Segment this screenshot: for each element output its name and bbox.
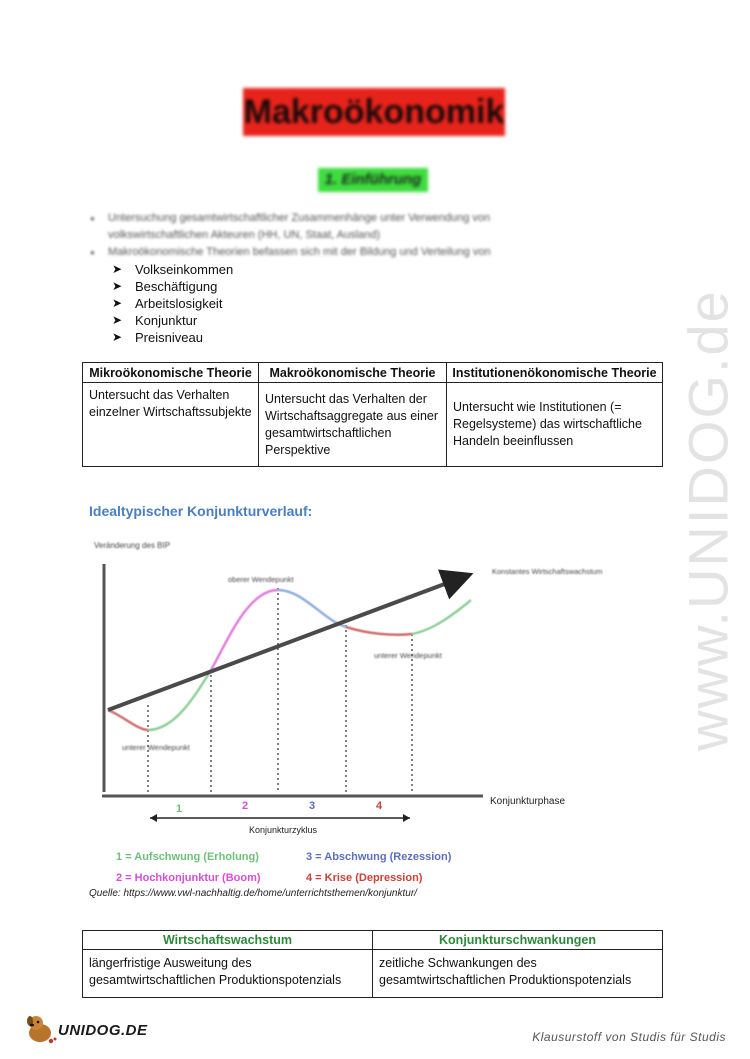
- page-title: Makroökonomik: [243, 88, 505, 136]
- arrow-bullet-icon: ➤: [112, 262, 123, 276]
- phase-label-2: 2: [241, 800, 249, 812]
- bullet-item: ● Makroökonomische Theorien befassen sich mit der Bildung und Verteilung von: [88, 244, 568, 261]
- theory-header-institutional: Institutionenökonomische Theorie: [447, 363, 663, 383]
- cycle-curve: [108, 590, 471, 730]
- legend-boom: 2 = Hochkonjunktur (Boom): [116, 872, 261, 884]
- arrow-list-item: [112, 312, 233, 329]
- curve-recovery: [412, 600, 471, 634]
- upper-turning-point-label: oberer Wendepunkt: [228, 575, 294, 584]
- theory-table: [82, 362, 663, 467]
- arrow-item-label: Beschäftigung: [135, 279, 218, 294]
- theory-header-micro: Mikroökonomische Theorie: [83, 363, 259, 383]
- trend-label: Konstantes Wirtschaftswachstum: [492, 567, 603, 576]
- arrow-list-item: [112, 295, 233, 312]
- phase-label-3: 3: [308, 800, 316, 812]
- growth-cell-fluctuations: zeitliche Schwankungen des gesamtwirtschaftlichen Produktionspotenzials: [373, 950, 663, 998]
- arrow-bullet-icon: ➤: [112, 330, 123, 344]
- lower-turning-point-label-left: unterer Wendepunkt: [122, 743, 190, 752]
- growth-cell-growth: längerfristige Ausweitung des gesamtwirtschaftlichen Produktionspotenzials: [83, 950, 373, 998]
- phase-label-1: 1: [175, 803, 183, 815]
- blurred-bullet-list: [88, 210, 568, 261]
- arrow-list-item: [112, 278, 233, 295]
- theory-cell-micro: Untersucht das Verhalten einzelner Wirtschaftssubjekte: [83, 383, 259, 467]
- curve-upswing: [148, 670, 211, 730]
- curve-downswing: [278, 590, 346, 627]
- growth-header-fluctuations: Konjunkturschwankungen: [373, 931, 663, 950]
- cycle-span-arrow: [150, 814, 410, 822]
- logo-text: UNIDOG.DE: [58, 1022, 148, 1039]
- phase-label-4: 4: [375, 800, 383, 812]
- growth-header-growth: Wirtschaftswachstum: [83, 931, 373, 950]
- section-subtitle: 1. Einführung: [318, 168, 428, 192]
- arrow-bullet-icon: ➤: [112, 296, 123, 310]
- arrow-bullet-list: [112, 261, 233, 346]
- legend-upswing: 1 = Aufschwung (Erholung): [116, 851, 259, 863]
- arrow-item-label: Volkseinkommen: [135, 262, 234, 277]
- theory-header-macro: Makroökonomische Theorie: [259, 363, 447, 383]
- curve-upswing-start: [108, 710, 148, 730]
- diagram-legend: [116, 851, 452, 884]
- legend-crisis: 4 = Krise (Depression): [306, 872, 423, 884]
- arrow-bullet-icon: ➤: [112, 279, 123, 293]
- theory-cell-institutional: Untersucht wie Institutionen (= Regelsysteme) das wirtschaftliche Handeln beeinflussen: [447, 383, 663, 467]
- footer-tagline: Klausurstoff von Studis für Studis: [532, 1030, 726, 1044]
- lower-turning-point-label-right: unterer Wendepunkt: [374, 651, 442, 660]
- cycle-label: Konjunkturzyklus: [248, 825, 318, 835]
- curve-crisis: [346, 627, 412, 635]
- watermark: www.UNIDOG.de: [676, 289, 740, 751]
- legend-downswing: 3 = Abschwung (Rezession): [306, 851, 452, 863]
- bullet-item: ● Untersuchung gesamtwirtschaftlicher Zusammenhänge unter Verwendung von volkswirtschaftlichen Akteuren (HH, UN, Staat, Ausland): [88, 210, 568, 244]
- arrow-bullet-icon: ➤: [112, 313, 123, 327]
- arrow-item-label: Arbeitslosigkeit: [135, 296, 223, 311]
- phase-number-labels: [176, 800, 383, 815]
- arrow-list-item: [112, 261, 233, 278]
- y-axis-label: Veränderung des BIP: [94, 541, 171, 550]
- source-citation: Quelle: https://www.vwl-nachhaltig.de/home/unterrichtsthemen/konjunktur/: [89, 888, 417, 899]
- x-axis-label: Konjunkturphase: [490, 796, 566, 807]
- section-heading: Idealtypischer Konjunkturverlauf:: [89, 503, 313, 519]
- theory-cell-macro: Untersucht das Verhalten der Wirtschaftsaggregate aus einer gesamtwirtschaftlichen Perspektive: [259, 383, 447, 467]
- growth-table: [82, 930, 663, 998]
- arrow-item-label: Preisniveau: [135, 330, 203, 345]
- phase-divider-lines: [148, 588, 412, 792]
- arrow-item-label: Konjunktur: [135, 313, 198, 328]
- business-cycle-diagram: [88, 530, 603, 885]
- arrow-list-item: [112, 329, 233, 346]
